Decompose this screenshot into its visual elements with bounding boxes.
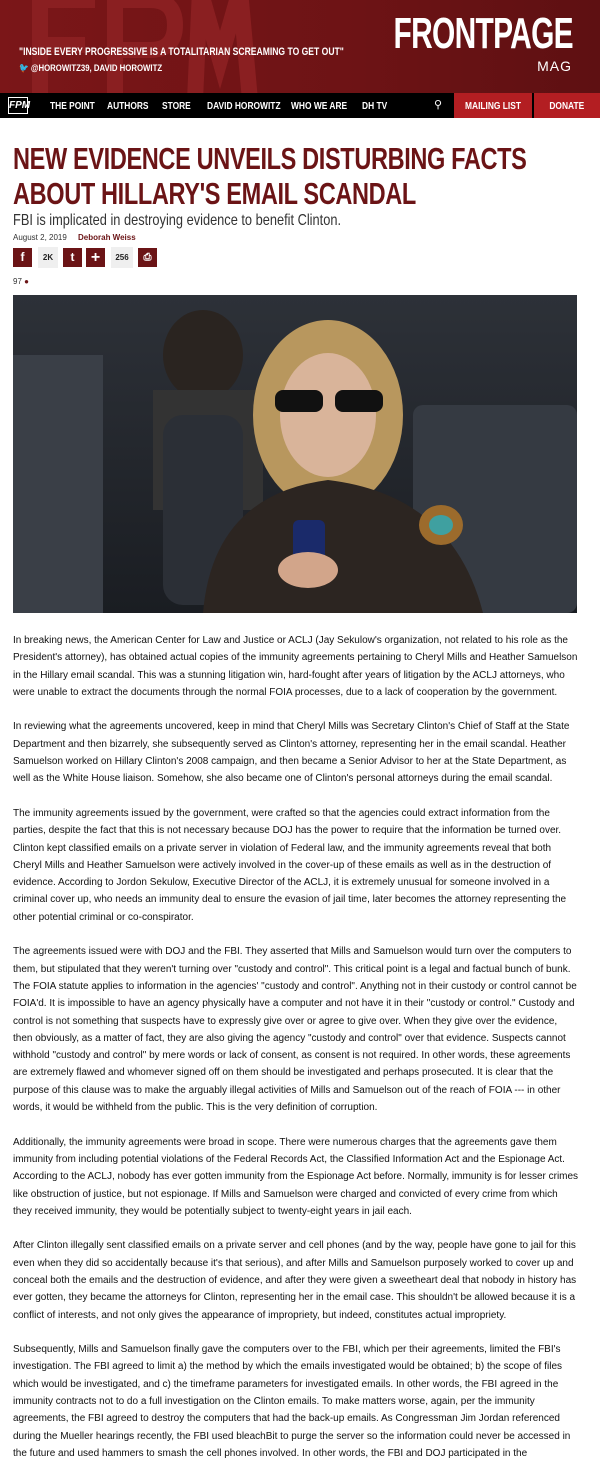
paragraph: The agreements issued were with DOJ and the FBI. They asserted that Mills and Samuelson would turn over the computers to them, but stipulated that they weren't turning over "custody and control". This critical point is a legal and factual bunch of bunk. The FOIA statute applies to information in the agencies' "custody and control". Anything not in their custody or control cannot be FOIA'd. It is impossible to have an agency physically have a computer and not have it in their "custody or control." Custody and control is not something that suspects have to expressly give over or agree to give over. When they give over the evidence, then obviously, as a matter of fact, they are also giving the agency "custody and control" over that evidence. Suspects cannot withhold "custody and control" by mere words or lack of consent, as consent is not required. In other words, these agreements are extremely flawed and whomever signed off on them should be investigated and perhaps prosecuted. It is clear that the purpose of this clause was to make the arguably illegal activities of Mills and Samuelson out of the reach of FOIA --- in other words, it would be withheld from the public. This is the very definition of corruption. <box>13 946 577 1114</box>
article-photo <box>13 295 577 613</box>
facebook-count: 2K <box>38 247 58 268</box>
title-line-1: NEW EVIDENCE UNVEILS DISTURBING FACTS <box>13 141 527 176</box>
author-link[interactable]: Deborah Weiss <box>78 233 136 242</box>
publish-date: August 2, 2019 <box>13 233 67 242</box>
plus-share-button[interactable] <box>86 248 105 267</box>
twitter-handle[interactable] <box>19 63 162 75</box>
plus-count: 256 <box>111 247 133 268</box>
paragraph: The immunity agreements issued by the government, were crafted so that the agencies could extract information from the parties, despite the fact that this is not necessary because DOJ has the power to require that the information be turned over. Clinton kept classified emails on a private server in violation of Federal law, and the immunity agreements reveal that both Cheryl Mills and Heather Samuelson were actively involved in the cover-up of these emails as well as in the destruction of evidence. According to Jordon Sekulow, Executive Director of the ACLJ, it is extremely unusual for someone involved in a criminal cover up, who needs an immunity deal to ensure the evasion of jail time, later becomes the attorney representing the other potential criminal or co-conspirator. <box>13 807 567 923</box>
donate-label: DONATE <box>549 99 585 112</box>
plus-icon: + <box>90 249 101 266</box>
print-button[interactable] <box>138 248 157 267</box>
nav-home-logo[interactable]: FPM <box>8 97 28 114</box>
article-title <box>13 141 526 211</box>
paragraph: Subsequently, Mills and Samuelson finally gave the computers over to the FBI, which per their agreements, limited the FBI's investigation. The FBI agreed to limit a) the method by which the emails investigated would be obtained; b) the scope of files which would be investigated, and c) the timeframe parameters for investigated emails. In other words, the FBI agreed in the immunity contracts not to do a full investigation on the Clinton emails. To make matters worse, again, per the immunity agreements, the FBI agreed to destroy the computers that had the back-up emails. As Congressman Jim Jordan referenced during the Mueller hearings recently, the FBI used bleachBit to purge the server so the information could never be accessed in the future and used hammers to smash the cell phones involved. In other words, the FBI and DOJ participated in the <box>13 1344 571 1459</box>
frontpage-logo[interactable]: FRONTPAGE <box>393 9 573 58</box>
nav-dh-tv[interactable]: DH TV <box>362 100 388 112</box>
twitter-share-button[interactable] <box>63 248 82 267</box>
facebook-share-button[interactable] <box>13 248 32 267</box>
twitter-icon: t <box>70 250 75 264</box>
handle-text: @HOROWITZ39, DAVID HOROWITZ <box>30 63 163 74</box>
nav-the-point[interactable]: THE POINT <box>50 100 95 112</box>
mailing-list-label: MAILING LIST <box>465 99 521 112</box>
comment-count-value: 97 <box>13 277 22 286</box>
title-line-2: ABOUT HILLARY'S EMAIL SCANDAL <box>13 176 416 211</box>
nav-store[interactable]: STORE <box>162 100 191 112</box>
nav-david-horowitz[interactable]: DAVID HOROWITZ <box>207 100 281 112</box>
masthead-quote: "INSIDE EVERY PROGRESSIVE IS A TOTALITARIAN SCREAMING TO GET OUT" <box>19 46 344 58</box>
article-body <box>13 632 579 1480</box>
logo-subtitle: MAG <box>537 58 572 74</box>
print-icon: ⎙ <box>143 252 152 263</box>
mailing-list-button[interactable] <box>454 93 532 118</box>
comment-count[interactable] <box>13 277 29 287</box>
nav-authors[interactable]: AUTHORS <box>107 100 149 112</box>
donate-button[interactable] <box>534 93 600 118</box>
twitter-icon: 🐦 <box>19 63 31 74</box>
facebook-icon: f <box>20 250 25 264</box>
photo-illustration <box>13 295 577 613</box>
paragraph: In breaking news, the American Center for Law and Justice or ACLJ (Jay Sekulow's organization, not related to his role as the President's attorney), has obtained actual copies of the immunity agreements pertaining to Cheryl Mills and Heather Samuelson in the Hillary email scandal. This was a stunning litigation win, hard-fought after years of litigation by the ACLJ attorneys, who were unable to extract the documents through the normal FOIA processes, due to a lack of cooperation by the government. <box>13 635 578 698</box>
comment-icon: ● <box>24 277 29 286</box>
paragraph: Additionally, the immunity agreements were broad in scope. There were numerous charges that the agreements gave them immunity from including potential violations of the Federal Records Act, the Classified Information Act and the Espionage Act. According to the ACLJ, nobody has ever gotten immunity from the Espionage Act before. Normally, immunity is for lesser crimes like obstruction of justice, but not espionage. If Mills and Samuelson were charged and convicted of every crime from which they received immunity, they would be potentially subject to twenty-eight years in jail each. <box>13 1136 579 1217</box>
masthead <box>0 0 600 93</box>
search-icon[interactable]: ⚲ <box>434 99 443 111</box>
paragraph: After Clinton illegally sent classified emails on a private server and cell phones (and by the way, people have gone to jail for this even when they did so accidentally because it's that serious), and after Mills and Samuelson purposely worked to cover up and conceal both the emails and the destruction of evidence, and after they were given a sweetheart deal that nobody in history has ever gotten, they became the attorneys for Clinton, representing her in the email case. This shouldn't be allowed because it is a conflict of interests, and not only gives the appearance of impropriety, but indeed, constitutes actual impropriety. <box>13 1240 577 1321</box>
paragraph: In reviewing what the agreements uncovered, keep in mind that Cheryl Mills was Secretary Clinton's Chief of Staff at the State Department and then bizarrely, she subsequently served as Clinton's attorney, representing her in the email scandal. Heather Samuelson worked on Hillary Clinton's 2008 campaign, and then became a Senior Advisor to her at the State Department, as well as the White House liaison. Somehow, she also became one of Clinton's personal attorneys during the email scandal. <box>13 721 570 785</box>
main-nav <box>0 93 600 118</box>
nav-who-we-are[interactable]: WHO WE ARE <box>291 100 348 112</box>
article-subtitle: FBI is implicated in destroying evidence to benefit Clinton. <box>13 212 341 229</box>
